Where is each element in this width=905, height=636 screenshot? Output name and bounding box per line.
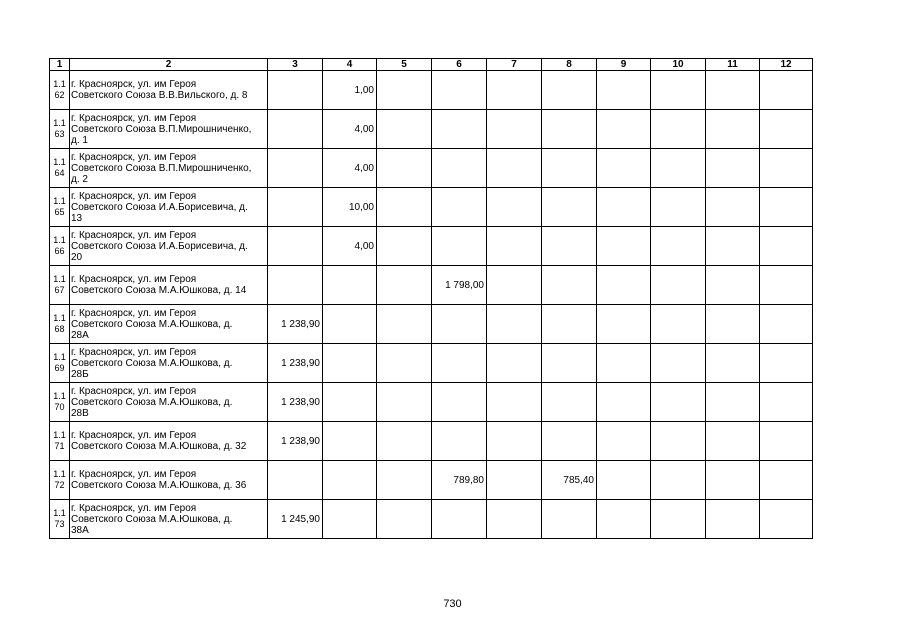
- address-cell: г. Красноярск, ул. им Героя Советского Союза В.В.Вильского, д. 8: [70, 71, 268, 110]
- value-cell-col-9: [597, 305, 651, 344]
- header-row: [50, 59, 813, 71]
- value-cell-col-8: 785,40: [542, 461, 597, 500]
- value-cell-col-8: [542, 227, 597, 266]
- column-header-5: 5: [377, 59, 432, 71]
- value-cell-col-3: 1 238,90: [268, 383, 323, 422]
- value-cell-col-12: [760, 344, 813, 383]
- value-cell-col-6: [432, 149, 487, 188]
- data-table: [49, 58, 813, 539]
- row-number-cell: 1.1 63: [50, 110, 70, 149]
- value-cell-col-4: 1,00: [323, 71, 377, 110]
- value-cell-col-5: [377, 422, 432, 461]
- address-cell: г. Красноярск, ул. им Героя Советского Союза М.А.Юшкова, д. 28А: [70, 305, 268, 344]
- table-row: [50, 266, 813, 305]
- value-cell-col-11: [706, 266, 760, 305]
- value-cell-col-6: [432, 422, 487, 461]
- value-cell-col-11: [706, 188, 760, 227]
- column-header-7: 7: [487, 59, 542, 71]
- value-cell-col-6: [432, 383, 487, 422]
- table-row: [50, 383, 813, 422]
- address-cell: г. Красноярск, ул. им Героя Советского Союза М.А.Юшкова, д. 28В: [70, 383, 268, 422]
- value-cell-col-11: [706, 305, 760, 344]
- value-cell-col-11: [706, 110, 760, 149]
- value-cell-col-5: [377, 227, 432, 266]
- value-cell-col-5: [377, 266, 432, 305]
- value-cell-col-4: [323, 266, 377, 305]
- table-body: [50, 71, 813, 539]
- table-row: [50, 500, 813, 539]
- value-cell-col-6: [432, 110, 487, 149]
- value-cell-col-9: [597, 188, 651, 227]
- row-number-cell: 1.1 71: [50, 422, 70, 461]
- value-cell-col-4: [323, 305, 377, 344]
- value-cell-col-7: [487, 383, 542, 422]
- value-cell-col-8: [542, 305, 597, 344]
- value-cell-col-3: [268, 266, 323, 305]
- value-cell-col-9: [597, 500, 651, 539]
- value-cell-col-3: [268, 188, 323, 227]
- value-cell-col-12: [760, 383, 813, 422]
- column-header-8: 8: [542, 59, 597, 71]
- value-cell-col-3: [268, 149, 323, 188]
- value-cell-col-7: [487, 227, 542, 266]
- value-cell-col-10: [651, 305, 706, 344]
- value-cell-col-10: [651, 110, 706, 149]
- value-cell-col-7: [487, 344, 542, 383]
- value-cell-col-4: 4,00: [323, 149, 377, 188]
- value-cell-col-7: [487, 266, 542, 305]
- value-cell-col-8: [542, 149, 597, 188]
- value-cell-col-11: [706, 149, 760, 188]
- address-cell: г. Красноярск, ул. им Героя Советского Союза М.А.Юшкова, д. 38А: [70, 500, 268, 539]
- value-cell-col-10: [651, 149, 706, 188]
- row-number-cell: 1.1 66: [50, 227, 70, 266]
- value-cell-col-5: [377, 305, 432, 344]
- address-cell: г. Красноярск, ул. им Героя Советского Союза М.А.Юшкова, д. 32: [70, 422, 268, 461]
- value-cell-col-5: [377, 461, 432, 500]
- value-cell-col-4: [323, 383, 377, 422]
- row-number-cell: 1.1 70: [50, 383, 70, 422]
- column-header-11: 11: [706, 59, 760, 71]
- row-number-cell: 1.1 65: [50, 188, 70, 227]
- column-header-1: 1: [50, 59, 70, 71]
- value-cell-col-5: [377, 71, 432, 110]
- address-cell: г. Красноярск, ул. им Героя Советского Союза И.А.Борисевича, д. 13: [70, 188, 268, 227]
- column-header-2: 2: [70, 59, 268, 71]
- value-cell-col-3: 1 238,90: [268, 305, 323, 344]
- value-cell-col-6: [432, 344, 487, 383]
- address-cell: г. Красноярск, ул. им Героя Советского Союза М.А.Юшкова, д. 36: [70, 461, 268, 500]
- value-cell-col-8: [542, 71, 597, 110]
- value-cell-col-12: [760, 500, 813, 539]
- value-cell-col-12: [760, 149, 813, 188]
- value-cell-col-4: [323, 461, 377, 500]
- table-row: [50, 344, 813, 383]
- value-cell-col-7: [487, 110, 542, 149]
- row-number-cell: 1.1 62: [50, 71, 70, 110]
- page-number: 730: [443, 598, 462, 610]
- value-cell-col-3: 1 238,90: [268, 344, 323, 383]
- value-cell-col-12: [760, 110, 813, 149]
- address-cell: г. Красноярск, ул. им Героя Советского Союза И.А.Борисевича, д. 20: [70, 227, 268, 266]
- value-cell-col-4: [323, 344, 377, 383]
- value-cell-col-7: [487, 149, 542, 188]
- value-cell-col-11: [706, 422, 760, 461]
- value-cell-col-6: [432, 188, 487, 227]
- value-cell-col-3: 1 245,90: [268, 500, 323, 539]
- value-cell-col-7: [487, 71, 542, 110]
- value-cell-col-11: [706, 227, 760, 266]
- value-cell-col-8: [542, 422, 597, 461]
- value-cell-col-10: [651, 422, 706, 461]
- table-row: [50, 461, 813, 500]
- address-cell: г. Красноярск, ул. им Героя Советского Союза В.П.Мирошниченко, д. 1: [70, 110, 268, 149]
- value-cell-col-7: [487, 500, 542, 539]
- value-cell-col-8: [542, 500, 597, 539]
- value-cell-col-6: 789,80: [432, 461, 487, 500]
- value-cell-col-7: [487, 188, 542, 227]
- value-cell-col-3: 1 238,90: [268, 422, 323, 461]
- column-header-12: 12: [760, 59, 813, 71]
- value-cell-col-11: [706, 71, 760, 110]
- value-cell-col-9: [597, 71, 651, 110]
- value-cell-col-12: [760, 305, 813, 344]
- value-cell-col-12: [760, 71, 813, 110]
- value-cell-col-7: [487, 461, 542, 500]
- column-header-10: 10: [651, 59, 706, 71]
- table-row: [50, 71, 813, 110]
- value-cell-col-5: [377, 383, 432, 422]
- value-cell-col-8: [542, 110, 597, 149]
- value-cell-col-12: [760, 227, 813, 266]
- column-header-9: 9: [597, 59, 651, 71]
- value-cell-col-9: [597, 383, 651, 422]
- value-cell-col-11: [706, 461, 760, 500]
- value-cell-col-6: [432, 500, 487, 539]
- value-cell-col-4: [323, 422, 377, 461]
- value-cell-col-6: [432, 227, 487, 266]
- value-cell-col-9: [597, 422, 651, 461]
- value-cell-col-12: [760, 188, 813, 227]
- value-cell-col-10: [651, 71, 706, 110]
- address-cell: г. Красноярск, ул. им Героя Советского Союза М.А.Юшкова, д. 28Б: [70, 344, 268, 383]
- value-cell-col-9: [597, 227, 651, 266]
- value-cell-col-10: [651, 383, 706, 422]
- value-cell-col-12: [760, 461, 813, 500]
- value-cell-col-5: [377, 110, 432, 149]
- address-cell: г. Красноярск, ул. им Героя Советского Союза В.П.Мирошниченко, д. 2: [70, 149, 268, 188]
- column-header-6: 6: [432, 59, 487, 71]
- value-cell-col-7: [487, 422, 542, 461]
- value-cell-col-8: [542, 266, 597, 305]
- row-number-cell: 1.1 72: [50, 461, 70, 500]
- value-cell-col-6: [432, 305, 487, 344]
- value-cell-col-8: [542, 383, 597, 422]
- value-cell-col-9: [597, 344, 651, 383]
- value-cell-col-5: [377, 149, 432, 188]
- value-cell-col-10: [651, 266, 706, 305]
- value-cell-col-11: [706, 344, 760, 383]
- column-header-3: 3: [268, 59, 323, 71]
- value-cell-col-10: [651, 500, 706, 539]
- value-cell-col-12: [760, 422, 813, 461]
- value-cell-col-6: 1 798,00: [432, 266, 487, 305]
- value-cell-col-4: 4,00: [323, 110, 377, 149]
- column-header-4: 4: [323, 59, 377, 71]
- value-cell-col-12: [760, 266, 813, 305]
- table-row: [50, 422, 813, 461]
- value-cell-col-11: [706, 500, 760, 539]
- row-number-cell: 1.1 68: [50, 305, 70, 344]
- value-cell-col-3: [268, 227, 323, 266]
- value-cell-col-9: [597, 266, 651, 305]
- value-cell-col-4: 4,00: [323, 227, 377, 266]
- value-cell-col-10: [651, 461, 706, 500]
- value-cell-col-3: [268, 71, 323, 110]
- value-cell-col-5: [377, 188, 432, 227]
- table-row: [50, 188, 813, 227]
- table-row: [50, 305, 813, 344]
- table-row: [50, 149, 813, 188]
- value-cell-col-6: [432, 71, 487, 110]
- value-cell-col-10: [651, 188, 706, 227]
- value-cell-col-8: [542, 344, 597, 383]
- value-cell-col-3: [268, 110, 323, 149]
- value-cell-col-5: [377, 344, 432, 383]
- row-number-cell: 1.1 67: [50, 266, 70, 305]
- address-cell: г. Красноярск, ул. им Героя Советского Союза М.А.Юшкова, д. 14: [70, 266, 268, 305]
- value-cell-col-10: [651, 227, 706, 266]
- value-cell-col-4: [323, 500, 377, 539]
- value-cell-col-9: [597, 110, 651, 149]
- table-row: [50, 110, 813, 149]
- value-cell-col-4: 10,00: [323, 188, 377, 227]
- value-cell-col-9: [597, 149, 651, 188]
- table-row: [50, 227, 813, 266]
- value-cell-col-8: [542, 188, 597, 227]
- row-number-cell: 1.1 69: [50, 344, 70, 383]
- value-cell-col-7: [487, 305, 542, 344]
- value-cell-col-10: [651, 344, 706, 383]
- row-number-cell: 1.1 73: [50, 500, 70, 539]
- value-cell-col-9: [597, 461, 651, 500]
- value-cell-col-5: [377, 500, 432, 539]
- value-cell-col-3: [268, 461, 323, 500]
- value-cell-col-11: [706, 383, 760, 422]
- row-number-cell: 1.1 64: [50, 149, 70, 188]
